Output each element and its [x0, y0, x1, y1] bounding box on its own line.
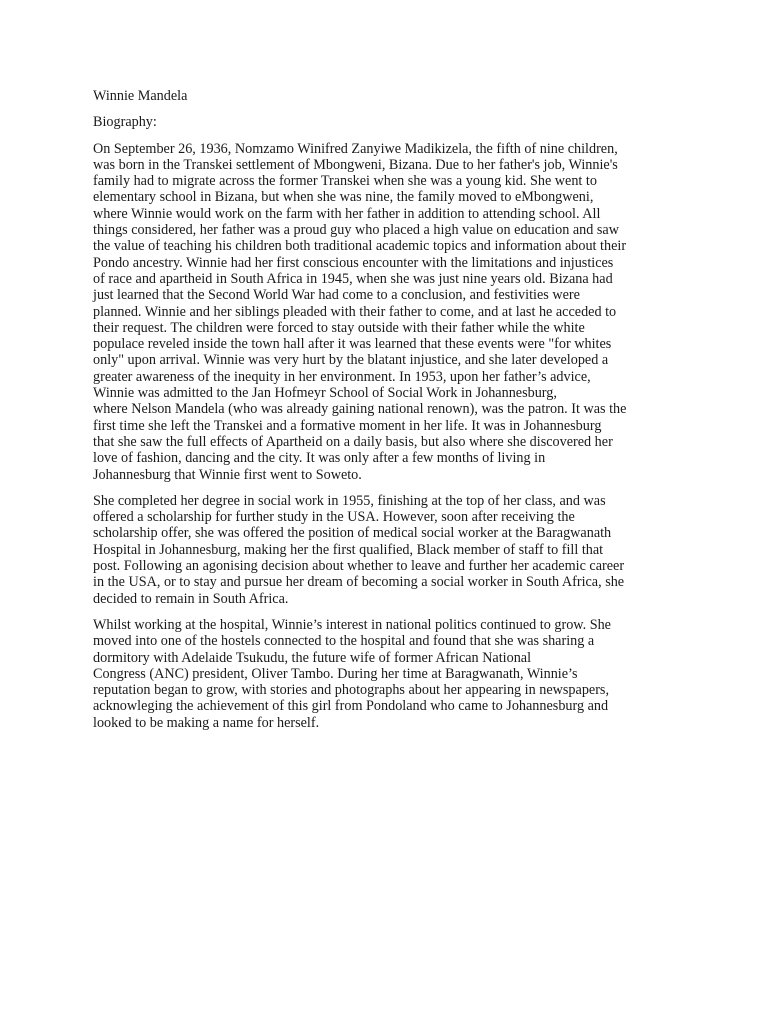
document-title: Winnie Mandela — [93, 88, 188, 104]
paragraph-hospital: Whilst working at the hospital, Winnie’s interest in national politics continued to grow. She moved into one of the hostels connected to the hospital and found that she was sharing a dormitory with Adelaide Tsukudu, the future wife of former African National Congress (ANC) president, Oliver Tambo. During her time at Baragwanath, Winnie’s reputation began to grow, with stories and photographs about her appearing in newspapers, acknowleging the achievement of this girl from Pondoland who came to Johannesburg and looked to be making a name for herself. — [93, 616, 611, 731]
paragraph-education: She completed her degree in social work in 1955, finishing at the top of her class, and was offered a scholarship for further study in the USA. However, soon after receiving the scholarship offer, she was offered the position of medical social worker at the Baragwanath Hospital in Johannesburg, making her the first qualified, Black member of staff to fill that post. Following an agonising decision about whether to leave and further her academic career in the USA, or to stay and pursue her dream of becoming a social worker in South Africa, she decided to remain in South Africa. — [93, 492, 625, 607]
paragraph-early-life: On September 26, 1936, Nomzamo Winifred Zanyiwe Madikizela, the fifth of nine children, was born in the Transkei settlement of Mbongweni, Bizana. Due to her father's job, Winnie's family had to migrate across the former Transkei when she was a young kid. She went to elementary school in Bizana, but when she was nine, the family moved to eMbongweni, where Winnie would work on the farm with her father in addition to attending school. All things considered, her father was a proud guy who placed a high value on education and saw the value of teaching his children both traditional academic topics and information about their Pondo ancestry. Winnie had her first conscious encounter with the limitations and injustices of race and apartheid in South Africa in 1945, when she was just nine years old. Bizana had just learned that the Second World War had come to a conclusion, and festivities were planned. Winnie and her siblings pleaded with their father to come, and at last he acceded to their request. The children were forced to stay outside with their father while the white populace reveled inside the town hall after it was learned that these events were "for whites only" upon arrival. Winnie was very hurt by the blatant injustice, and she later developed a greater awareness of the inequity in her environment. In 1953, upon her father’s advice, Winnie was admitted to the Jan Hofmeyr School of Social Work in Johannesburg, where Nelson Mandela (who was already gaining national renown), was the patron. It was the first time she left the Transkei and a formative moment in her life. It was in Johannesburg that she saw the full effects of Apartheid on a daily basis, but also where she discovered her love of fashion, dancing and the city. It was only after a few months of living in Johannesburg that Winnie first went to Soweto. — [93, 140, 627, 483]
document-subtitle: Biography: — [93, 114, 157, 131]
document-page — [93, 88, 693, 741]
